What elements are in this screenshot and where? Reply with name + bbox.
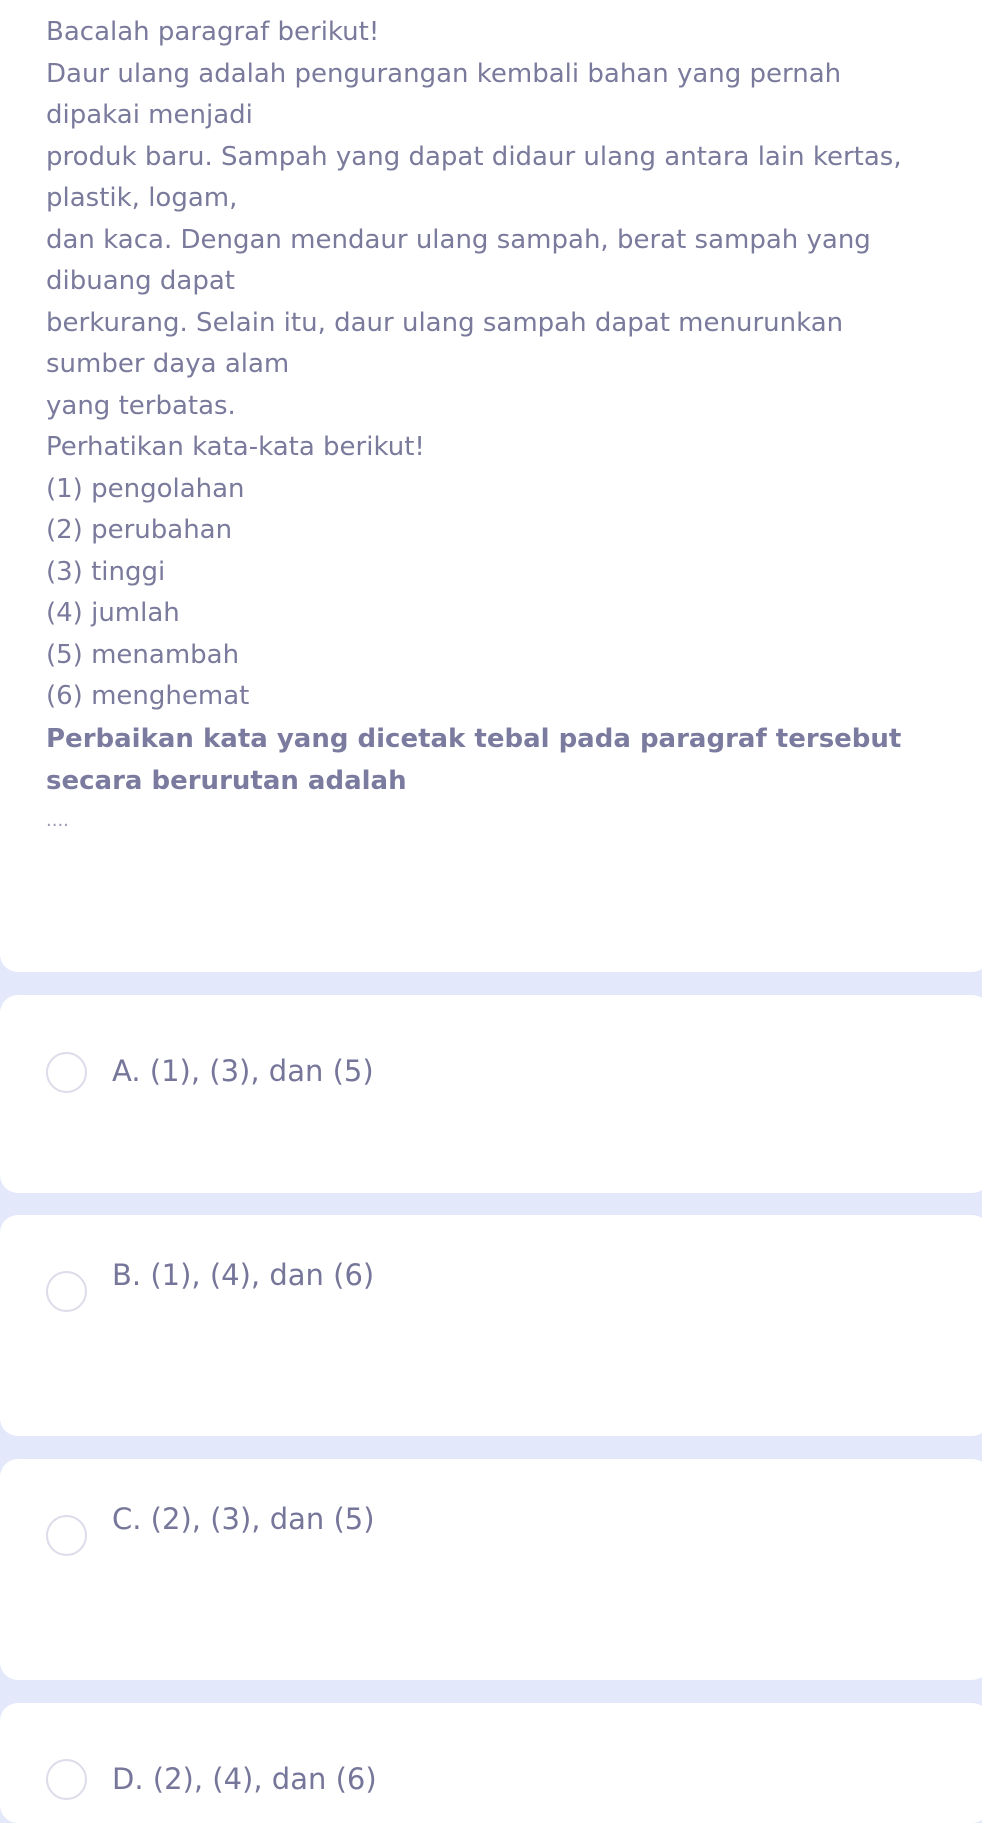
question-line: yang terbatas. <box>46 390 236 421</box>
option-a-card[interactable] <box>0 995 982 1193</box>
radio-icon[interactable] <box>46 1759 87 1800</box>
radio-icon[interactable] <box>46 1052 87 1093</box>
word-list-item: (5) menambah <box>46 639 240 670</box>
question-line: Daur ulang adalah pengurangan kembali bahan yang pernah <box>46 58 842 89</box>
option-b-card[interactable] <box>0 1215 982 1436</box>
option-c-label: C. (2), (3), dan (5) <box>112 1502 375 1536</box>
question-prompt: Perbaikan kata yang dicetak tebal pada paragraf tersebut <box>46 723 902 754</box>
question-line: dibuang dapat <box>46 266 235 296</box>
question-line: Bacalah paragraf berikut! <box>46 17 380 47</box>
question-line: dipakai menjadi <box>46 100 253 130</box>
question-ellipsis: .... <box>46 809 69 831</box>
option-d-label: D. (2), (4), dan (6) <box>112 1762 377 1796</box>
word-list-item: (2) perubahan <box>46 515 233 545</box>
option-a-label: A. (1), (3), dan (5) <box>112 1054 374 1088</box>
question-line: berkurang. Selain itu, daur ulang sampah dapat menurunkan <box>46 307 844 338</box>
word-list-item: (3) tinggi <box>46 556 166 587</box>
radio-icon[interactable] <box>46 1271 87 1312</box>
question-line: sumber daya alam <box>46 349 290 379</box>
option-b-label: B. (1), (4), dan (6) <box>112 1258 375 1292</box>
word-list-item: (6) menghemat <box>46 681 250 711</box>
question-line: dan kaca. Dengan mendaur ulang sampah, berat sampah yang <box>46 224 871 255</box>
radio-icon[interactable] <box>46 1515 87 1556</box>
question-line: plastik, logam, <box>46 183 238 213</box>
question-prompt: secara berurutan adalah <box>46 765 407 796</box>
word-list-item: (1) pengolahan <box>46 473 245 504</box>
option-c-card[interactable] <box>0 1459 982 1680</box>
option-d-card[interactable] <box>0 1703 982 1823</box>
question-line: produk baru. Sampah yang dapat didaur ulang antara lain kertas, <box>46 141 902 172</box>
question-line: Perhatikan kata-kata berikut! <box>46 432 425 462</box>
word-list-item: (4) jumlah <box>46 598 180 628</box>
